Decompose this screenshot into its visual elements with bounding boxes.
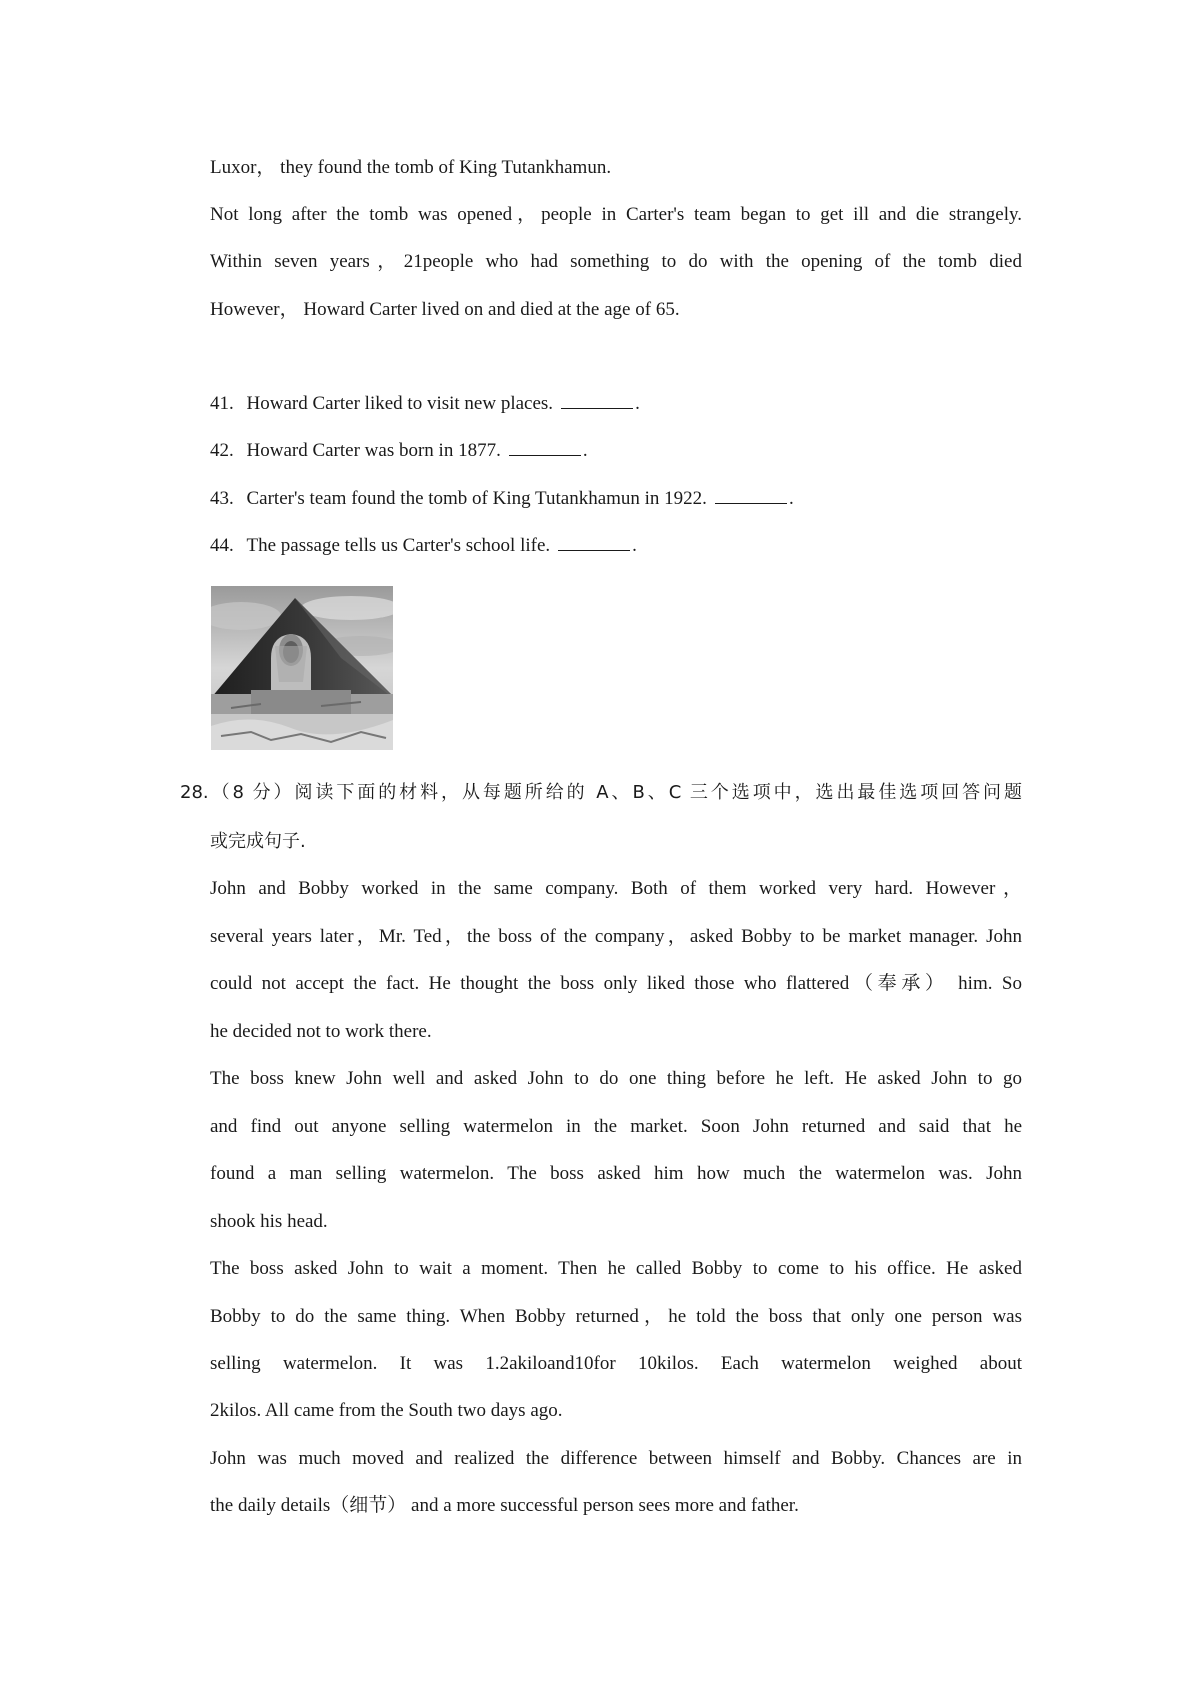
answer-blank[interactable] (558, 532, 630, 551)
section-28-heading: 28.（8 分）阅读下面的材料，从每题所给的 A、B、C 三个选项中，选出最佳选项回答问题 (180, 782, 1022, 803)
passage-line: John and Bobby worked in the same company. Both of them worked very hard. However， (210, 878, 1022, 899)
question-text: The passage tells us Carter's school life. (246, 535, 551, 556)
question-44: 44. The passage tells us Carter's school life. . (210, 532, 1022, 560)
question-42: 42. Howard Carter was born in 1877. . (210, 437, 1022, 465)
passage-line: selling watermelon. It was 1.2akiloand10for 10kilos. Each watermelon weighed about (210, 1353, 1022, 1374)
passage-line: 2kilos. All came from the South two days ago. (210, 1400, 563, 1421)
answer-blank[interactable] (561, 390, 633, 409)
question-number: 41. (210, 393, 234, 414)
question-text: Carter's team found the tomb of King Tutankhamun in 1922. (246, 488, 707, 509)
passage-line: The boss knew John well and asked John to do one thing before he left. He asked John to go (210, 1068, 1022, 1089)
question-number: 44. (210, 535, 234, 556)
sphinx-pyramid-photo (211, 586, 393, 750)
answer-blank[interactable] (715, 485, 787, 504)
passage-line: However， Howard Carter lived on and died at the age of 65. (210, 299, 680, 320)
passage-line: found a man selling watermelon. The boss asked him how much the watermelon was. John (210, 1163, 1022, 1184)
question-41: 41. Howard Carter liked to visit new places. . (210, 390, 1022, 418)
passage-line: and find out anyone selling watermelon in the market. Soon John returned and said that he (210, 1116, 1022, 1137)
question-number: 42. (210, 440, 234, 461)
passage-line: shook his head. (210, 1211, 328, 1232)
question-43: 43. Carter's team found the tomb of King Tutankhamun in 1922. . (210, 485, 1022, 513)
passage-line: Within seven years，21people who had something to do with the opening of the tomb died (210, 251, 1022, 272)
passage-line: Bobby to do the same thing. When Bobby returned，he told the boss that only one person was (210, 1306, 1022, 1327)
section-28-heading-cont: 或完成句子. (210, 831, 306, 852)
passage-line: the daily details（细节） and a more successful person sees more and father. (210, 1495, 799, 1516)
passage-line: The boss asked John to wait a moment. Then he called Bobby to come to his office. He asked (210, 1258, 1022, 1279)
passage-line: could not accept the fact. He thought the boss only liked those who flattered（奉承） him. So (210, 973, 1022, 994)
question-number: 43. (210, 488, 234, 509)
question-text: Howard Carter was born in 1877. (246, 440, 501, 461)
passage-line: several years later，Mr. Ted，the boss of the company，asked Bobby to be market manager. John (210, 926, 1022, 947)
passage-line: he decided not to work there. (210, 1021, 432, 1042)
sphinx-pyramid-icon (211, 586, 393, 750)
passage-line: John was much moved and realized the difference between himself and Bobby. Chances are in (210, 1448, 1022, 1469)
question-text: Howard Carter liked to visit new places. (246, 393, 554, 414)
answer-blank[interactable] (509, 437, 581, 456)
passage-line: Luxor， they found the tomb of King Tutankhamun. (210, 157, 612, 178)
passage-line: Not long after the tomb was opened，people in Carter's team began to get ill and die strangely. (210, 204, 1022, 225)
